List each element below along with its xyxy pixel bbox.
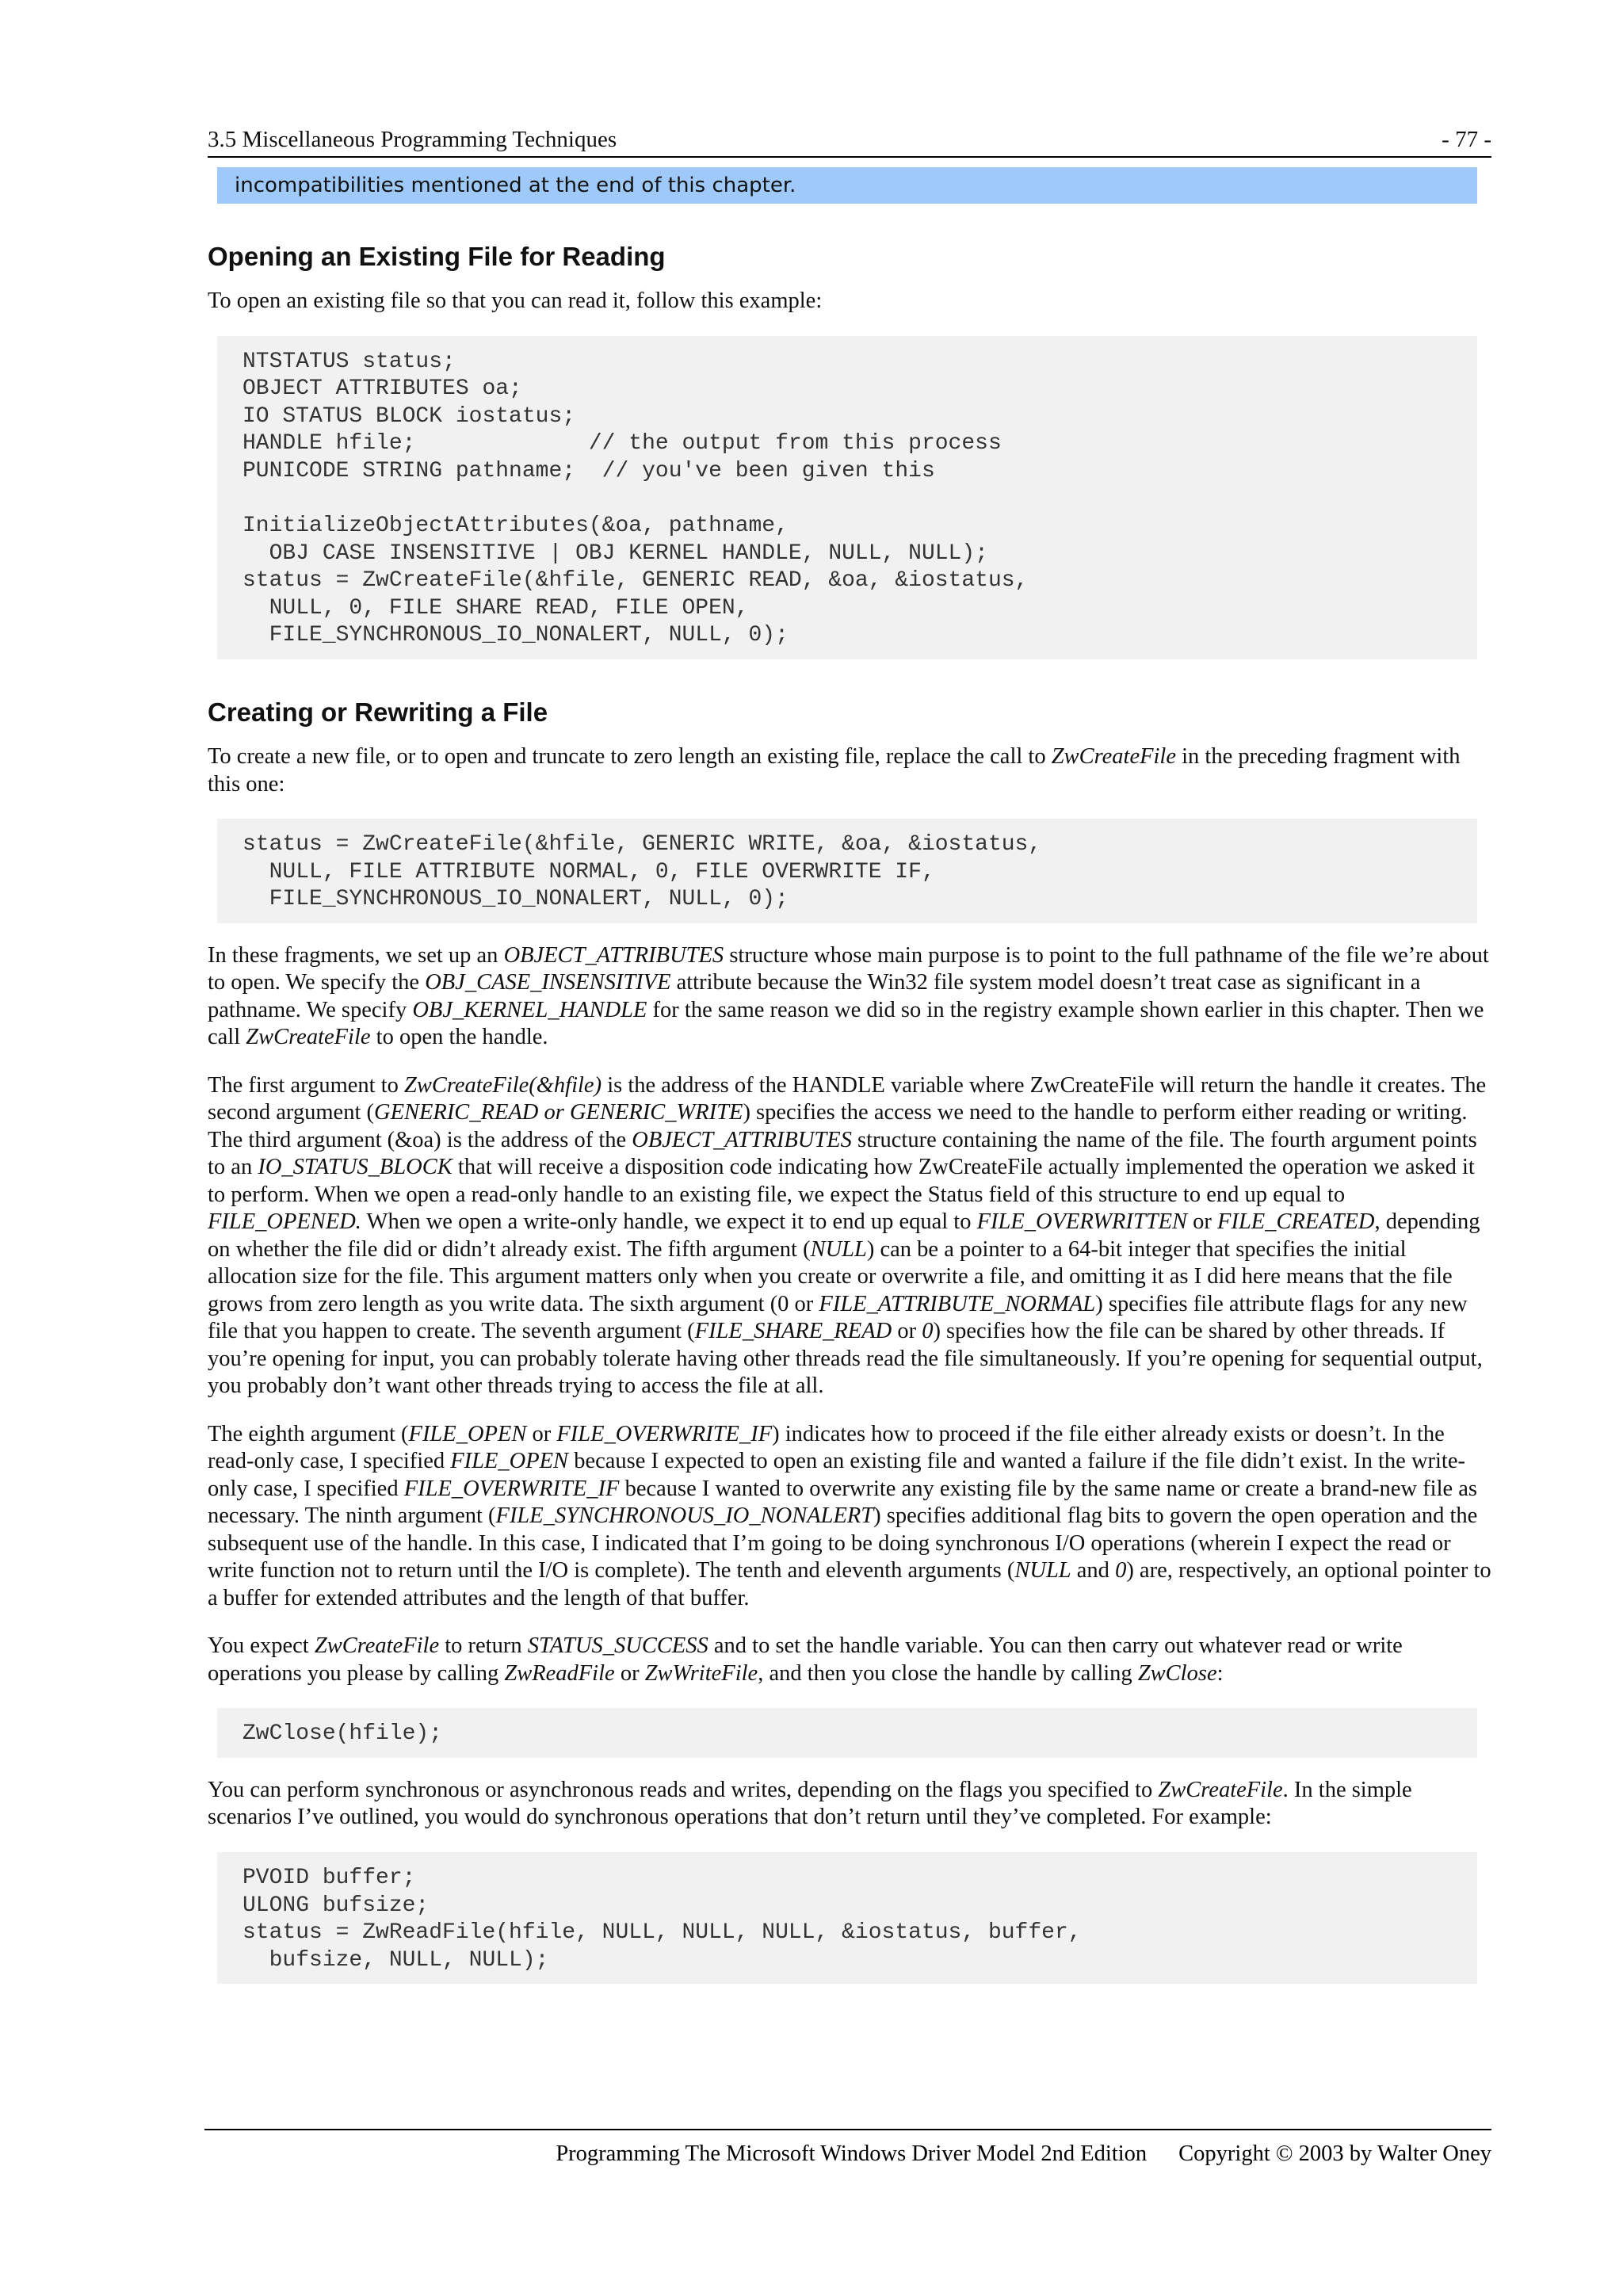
page-number: - 77 - <box>1442 127 1491 152</box>
paragraph-opening-intro: To open an existing file so that you can read it, follow this example: <box>208 288 823 313</box>
highlighted-note: incompatibilities mentioned at the end of this chapter. <box>217 167 1477 204</box>
code-block-read-file: PVOID buffer; ULONG bufsize; status = ZwReadFile(hfile, NULL, NULL, NULL, &iostatus, buffer, bufsize, NULL, NULL); <box>217 1852 1477 1984</box>
heading-creating-file: Creating or Rewriting a File <box>208 697 548 728</box>
paragraph-eighth-argument: The eighth argument (FILE_OPEN or FILE_OVERWRITE_IF) indicates how to proceed if the file either already exists or doesn’t. In the read-only case, I specified FILE_OPEN because I expected to open an existing file and wanted a failure if the file didn’t exist. In the write-only case, I specified FILE_OVERWRITE_IF because I wanted to overwrite any existing file by the same name or create a brand-new file as necessary. The ninth argument (FILE_SYNCHRONOUS_IO_NONALERT) specifies additional flag bits to govern the open operation and the subsequent use of the handle. In this case, I indicated that I’m going to be doing synchronous I/O operations (wherein I expect the read or write function not to return until the I/O is complete). The tenth and eleventh arguments (NULL and 0) are, respectively, an optional pointer to a buffer for extended attributes and the length of that buffer. <box>208 1421 1491 1610</box>
copyright: Copyright © 2003 by Walter Oney <box>1178 2141 1491 2166</box>
page-footer <box>204 2129 1491 2167</box>
book-title: Programming The Microsoft Windows Driver Model 2nd Edition <box>556 2141 1148 2166</box>
paragraph-creating-intro: To create a new file, or to open and truncate to zero length an existing file, replace the call to ZwCreateFile in the preceding fragment with this one: <box>208 744 1461 797</box>
page-header <box>208 127 1491 158</box>
paragraph-object-attributes: In these fragments, we set up an OBJECT_ATTRIBUTES structure whose main purpose is to point to the full pathname of the file we’re about to open. We specify the OBJ_CASE_INSENSITIVE attribute because the Win32 file system model doesn’t treat case as significant in a pathname. We specify OBJ_KERNEL_HANDLE for the same reason we did so in the registry example shown earlier in this chapter. Then we call ZwCreateFile to open the handle. <box>208 942 1489 1050</box>
paragraph-arguments: The first argument to ZwCreateFile(&hfile) is the address of the HANDLE variable where ZwCreateFile will return the handle it creates. The second argument (GENERIC_READ or GENERIC_WRITE) specifies the access we need to the handle to perform either reading or writing. The third argument (&oa) is the address of the OBJECT_ATTRIBUTES structure containing the name of the file. The fourth argument points to an IO_STATUS_BLOCK that will receive a disposition code indicating how ZwCreateFile actually implemented the operation we asked it to perform. When we open a read-only handle to an existing file, we expect the Status field of this structure to end up equal to FILE_OPENED. When we open a write-only handle, we expect it to end up equal to FILE_OVERWRITTEN or FILE_CREATED, depending on whether the file did or didn’t already exist. The fifth argument (NULL) can be a pointer to a 64-bit integer that specifies the initial allocation size for the file. This argument matters only when you create or overwrite a file, and omitting it as I did here means that the file grows from zero length as you write data. The sixth argument (0 or FILE_ATTRIBUTE_NORMAL) specifies file attribute flags for any new file that you happen to create. The seventh argument (FILE_SHARE_READ or 0) specifies how the file can be shared by other threads. If you’re opening for input, you can probably tolerate having other threads read the file simultaneously. If you’re opening for sequential output, you probably don’t want other threads trying to access the file at all. <box>208 1072 1487 1399</box>
page <box>208 127 1491 2003</box>
code-block-create-file: status = ZwCreateFile(&hfile, GENERIC WRITE, &oa, &iostatus, NULL, FILE ATTRIBUTE NORMAL, 0, FILE OVERWRITE IF, FILE_SYNCHRONOUS_IO_NONALERT, NULL, 0); <box>217 819 1477 923</box>
paragraph-status-success: You expect ZwCreateFile to return STATUS_SUCCESS and to set the handle variable. You can then carry out whatever read or write operations you please by calling ZwReadFile or ZwWriteFile, and then you close the handle by calling ZwClose: <box>208 1633 1403 1686</box>
heading-opening-file: Opening an Existing File for Reading <box>208 242 666 271</box>
paragraph-sync-reads: You can perform synchronous or asynchronous reads and writes, depending on the flags you specified to ZwCreateFile. In the simple scenarios I’ve outlined, you would do synchronous operations that don’t return until they’ve completed. For example: <box>208 1777 1412 1830</box>
code-block-open-file: NTSTATUS status; OBJECT ATTRIBUTES oa; IO STATUS BLOCK iostatus; HANDLE hfile; // the output from this process PUNICODE STRING pathname; // you've been given this InitializeObjectAttributes(&oa, pathname, OBJ CASE INSENSITIVE | OBJ KERNEL HANDLE, NULL, NULL); status = ZwCreateFile(&hfile, GENERIC READ, &oa, &iostatus, NULL, 0, FILE SHARE READ, FILE OPEN, FILE_SYNCHRONOUS_IO_NONALERT, NULL, 0); <box>217 336 1477 660</box>
section-title: 3.5 Miscellaneous Programming Techniques <box>208 127 617 152</box>
code-block-close: ZwClose(hfile); <box>217 1708 1477 1758</box>
